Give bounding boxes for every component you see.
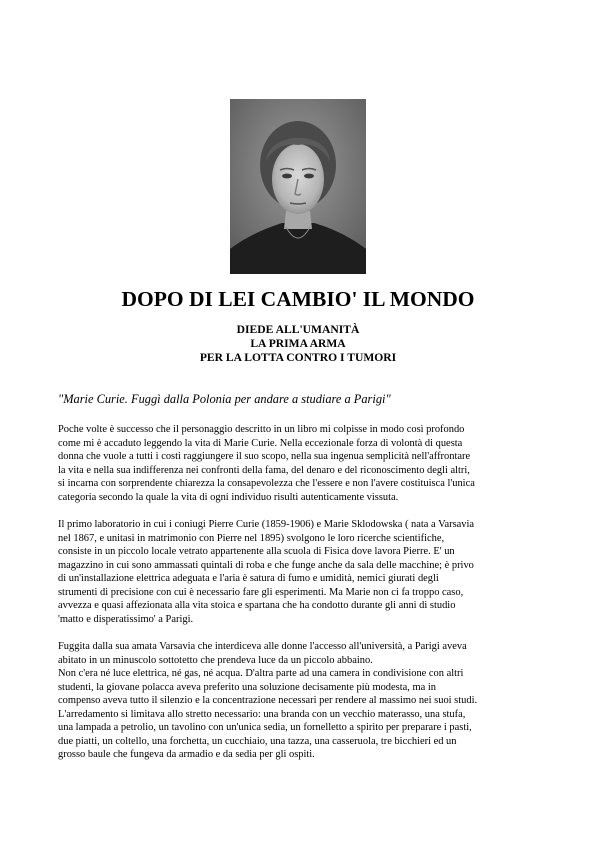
paragraph-line: abitato in un minuscolo sottotetto che prendeva luce da un piccolo abbaino. — [58, 654, 373, 666]
paragraph-line: compenso aveva tutto il silenzio e la concentrazione necessari per rendere al massimo nei suoi studi. — [58, 695, 478, 706]
paragraph-line: si incarna con sorprendente chiarezza la consapevolezza che l'essere e non l'avere costituisca l'unica — [58, 478, 475, 489]
paragraph-line: 'matto e disperatissimo' a Parigi. — [58, 613, 194, 625]
paragraph-line: una lampada a petrolio, un tavolino con un'unica sedia, un fornelletto a spirito per preparare i pasti, — [58, 722, 472, 733]
paragraph-line: nel 1867, e unitasi in matrimonio con Pierre nel 1895) svolgono le loro ricerche scientifiche, — [58, 532, 445, 544]
quote-text: "Marie Curie. Fuggì dalla Polonia per andare a studiare a Parigi" — [58, 392, 391, 406]
paragraph-2 — [58, 518, 548, 626]
paragraph-line: la vita e nella sua indifferenza nei confronti della fama, del denaro e del riconoscimento degli altri, — [58, 464, 470, 476]
portrait-photo — [230, 99, 366, 274]
subtitle-line: PER LA LOTTA CONTRO I TUMORI — [199, 351, 397, 364]
paragraph-3 — [58, 640, 548, 762]
paragraph-line: Poche volte è successo che il personaggio descritto in un libro mi colpisse in modo così profondo — [58, 424, 465, 435]
portrait-image — [230, 99, 366, 274]
paragraph-line: studenti, la giovane polacca aveva preferito una soluzione decisamente più modesta, ma in — [58, 681, 436, 693]
paragraph-line: donna che vuole a tutti i costi raggiungere il suo scopo, nella sua ingenua semplicità nell'affrontare — [58, 451, 471, 462]
paragraph-line: Il primo laboratorio in cui i coniugi Pierre Curie (1859-1906) e Marie Sklodowska ( nata a Varsavia — [58, 519, 475, 530]
paragraph-line: consiste in un piccolo locale vetrato appartenente alla scuola di Fisica dove lavora Pierre. E' un — [58, 546, 455, 557]
subtitle-block — [0, 323, 596, 365]
subtitle-line: LA PRIMA ARMA — [250, 337, 346, 350]
paragraph-line: di un'installazione elettrica adeguata e l'aria è satura di fumo e umidità, nemici giurati degli — [58, 573, 439, 584]
paragraph-line: due piatti, un coltello, una forchetta, un cucchiaio, una tazza, una casseruola, tre bicchieri ed un — [58, 735, 457, 747]
subtitle-line: DIEDE ALL'UMANITÀ — [236, 323, 360, 336]
paragraph-line: categoria secondo la quale la vita di ogni individuo risulti autenticamente vissuta. — [58, 491, 399, 503]
paragraph-line: magazzino in cui sono ammassati quintali di roba e che funge anche da sala delle macchine; è privo — [58, 559, 474, 571]
paragraph-line: avvezza e quasi affezionata alla vita stoica e spartana che ha condotto durante gli anni di studio — [58, 600, 456, 611]
paragraph-line: come mi è accaduto leggendo la vita di Marie Curie. Nella eccezionale forza di volontà di questa — [58, 437, 463, 449]
paragraph-1 — [58, 423, 548, 504]
page-title: DOPO DI LEI CAMBIO' IL MONDO — [121, 287, 475, 311]
paragraph-line: strumenti di precisione con cui è necessario fare gli esperimenti. Ma Marie non ci fa troppo caso, — [58, 586, 464, 598]
paragraph-line: L'arredamento si limitava allo stretto necessario: una branda con un vecchio materasso, una stufa, — [58, 708, 466, 720]
paragraph-line: Fuggita dalla sua amata Varsavia che interdiceva alle donne l'accesso all'università, a Parigi aveva — [58, 641, 467, 652]
paragraph-line: Non c'era né luce elettrica, né gas, né acqua. D'altra parte ad una camera in condivisione con altri — [58, 668, 464, 679]
paragraph-line: grosso baule che fungeva da armadio e da sedia per gli ospiti. — [58, 749, 315, 760]
